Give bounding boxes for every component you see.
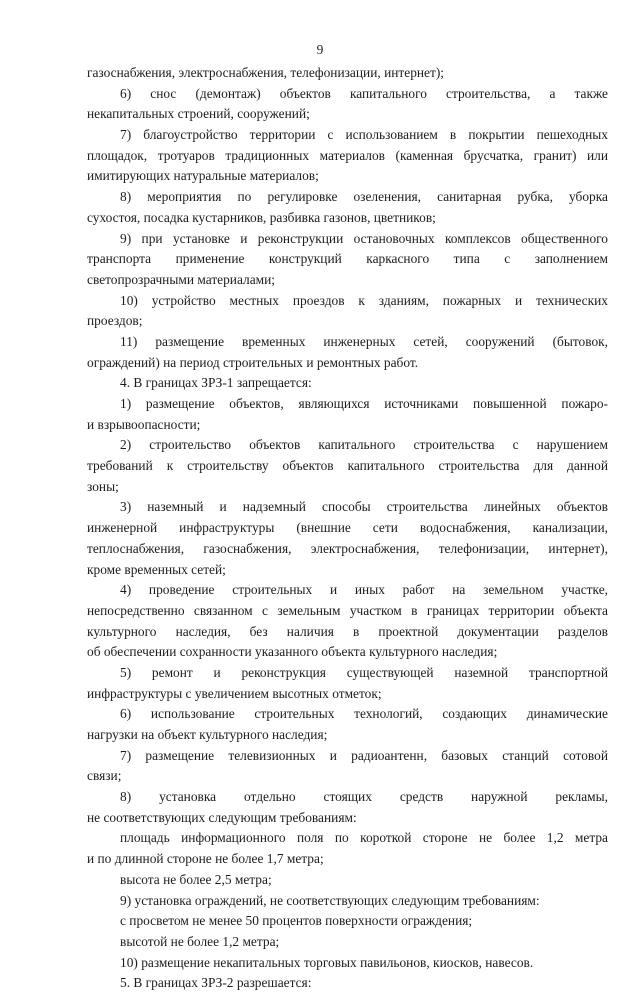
text-line: 5. В границах ЗРЗ-2 разрешается: (120, 975, 312, 991)
text-line: газоснабжения, электроснабжения, телефонизации, интернет); (87, 65, 445, 80)
text-line: непосредственно связанном с земельным участком в границах территории объекта (87, 602, 608, 618)
text-line: с просветом не менее 50 процентов поверхности ограждения; (120, 913, 473, 929)
text-line: 2) строительство объектов капитального строительства с нарушением (120, 437, 608, 453)
text-line: проездов; (87, 313, 143, 329)
text-line: требований к строительству объектов капитального строительства для данной (87, 458, 608, 474)
text-line: зоны; (87, 478, 119, 494)
text-line: имитирующих натуральные материалов; (87, 168, 319, 184)
text-line: кроме временных сетей; (87, 561, 226, 577)
text-line: инфраструктуры с увеличением высотных отметок; (87, 685, 382, 701)
text-line: и по длинной стороне не более 1,7 метра; (87, 851, 324, 867)
text-line: ограждений) на период строительных и ремонтных работ. (87, 354, 419, 370)
text-line: 8) мероприятия по регулировке озеленения, санитарная рубка, уборка (120, 189, 608, 205)
text-line: нагрузки на объект культурного наследия; (87, 727, 328, 742)
text-line: 7) благоустройство территории с использованием в покрытии пешеходных (120, 127, 608, 143)
document-body (87, 63, 608, 994)
text-line: транспорта применение конструкций каркасного типа с заполнением (87, 251, 608, 267)
text-line: 11) размещение временных инженерных сетей, сооружений (бытовок, (120, 333, 608, 349)
text-line: 6) снос (демонтаж) объектов капитального строительства, а также (120, 85, 608, 101)
text-line: площадок, тротуаров традиционных материалов (каменная брусчатка, гранит) или (87, 147, 608, 163)
text-line: 8) установка отдельно стоящих средств наружной рекламы, (120, 789, 608, 805)
text-line: 4) проведение строительных и иных работ на земельном участке, (120, 582, 608, 598)
text-line: светопрозрачными материалами; (87, 271, 276, 287)
text-line: площадь информационного поля по короткой стороне не более 1,2 метра (120, 830, 608, 846)
text-line: не соответствующих следующим требованиям: (87, 809, 357, 825)
text-line: 1) размещение объектов, являющихся источниками повышенной пожаро- (120, 396, 608, 411)
text-line: 10) устройство местных проездов к зданиям, пожарных и технических (120, 292, 608, 308)
text-line: 4. В границах ЗРЗ-1 запрещается: (120, 375, 312, 391)
text-line: 3) наземный и надземный способы строительства линейных объектов (120, 499, 608, 515)
text-line: об обеспечении сохранности указанного объекта культурного наследия; (87, 644, 498, 660)
text-line: сухостоя, посадка кустарников, разбивка газонов, цветников; (87, 209, 436, 225)
text-line: 5) ремонт и реконструкция существующей наземной транспортной (120, 664, 608, 680)
text-line: 7) размещение телевизионных и радиоантенн, базовых станций сотовой (120, 747, 608, 763)
text-line: высота не более 2,5 метра; (120, 871, 272, 887)
text-line: теплоснабжения, газоснабжения, электроснабжения, телефонизации, интернет), (87, 540, 608, 556)
text-line: высотой не более 1,2 метра; (120, 933, 280, 949)
text-line: культурного наследия, без наличия в проектной документации разделов (87, 623, 608, 639)
text-line: 9) при установке и реконструкции остановочных комплексов общественного (120, 230, 608, 246)
text-line: 6) использование строительных технологий, создающих динамические (120, 706, 608, 722)
text-line: некапитальных строений, сооружений; (87, 106, 310, 122)
text-line: 10) размещение некапитальных торговых павильонов, киосков, навесов. (120, 954, 534, 970)
text-line: связи; (87, 768, 122, 784)
page-number: 9 (316, 42, 324, 57)
text-line: и взрывоопасности; (87, 416, 201, 432)
text-line: инженерной инфраструктуры (внешние сети водоснабжения, канализации, (87, 520, 608, 536)
text-line: 9) установка ограждений, не соответствующих следующим требованиям: (120, 892, 540, 908)
